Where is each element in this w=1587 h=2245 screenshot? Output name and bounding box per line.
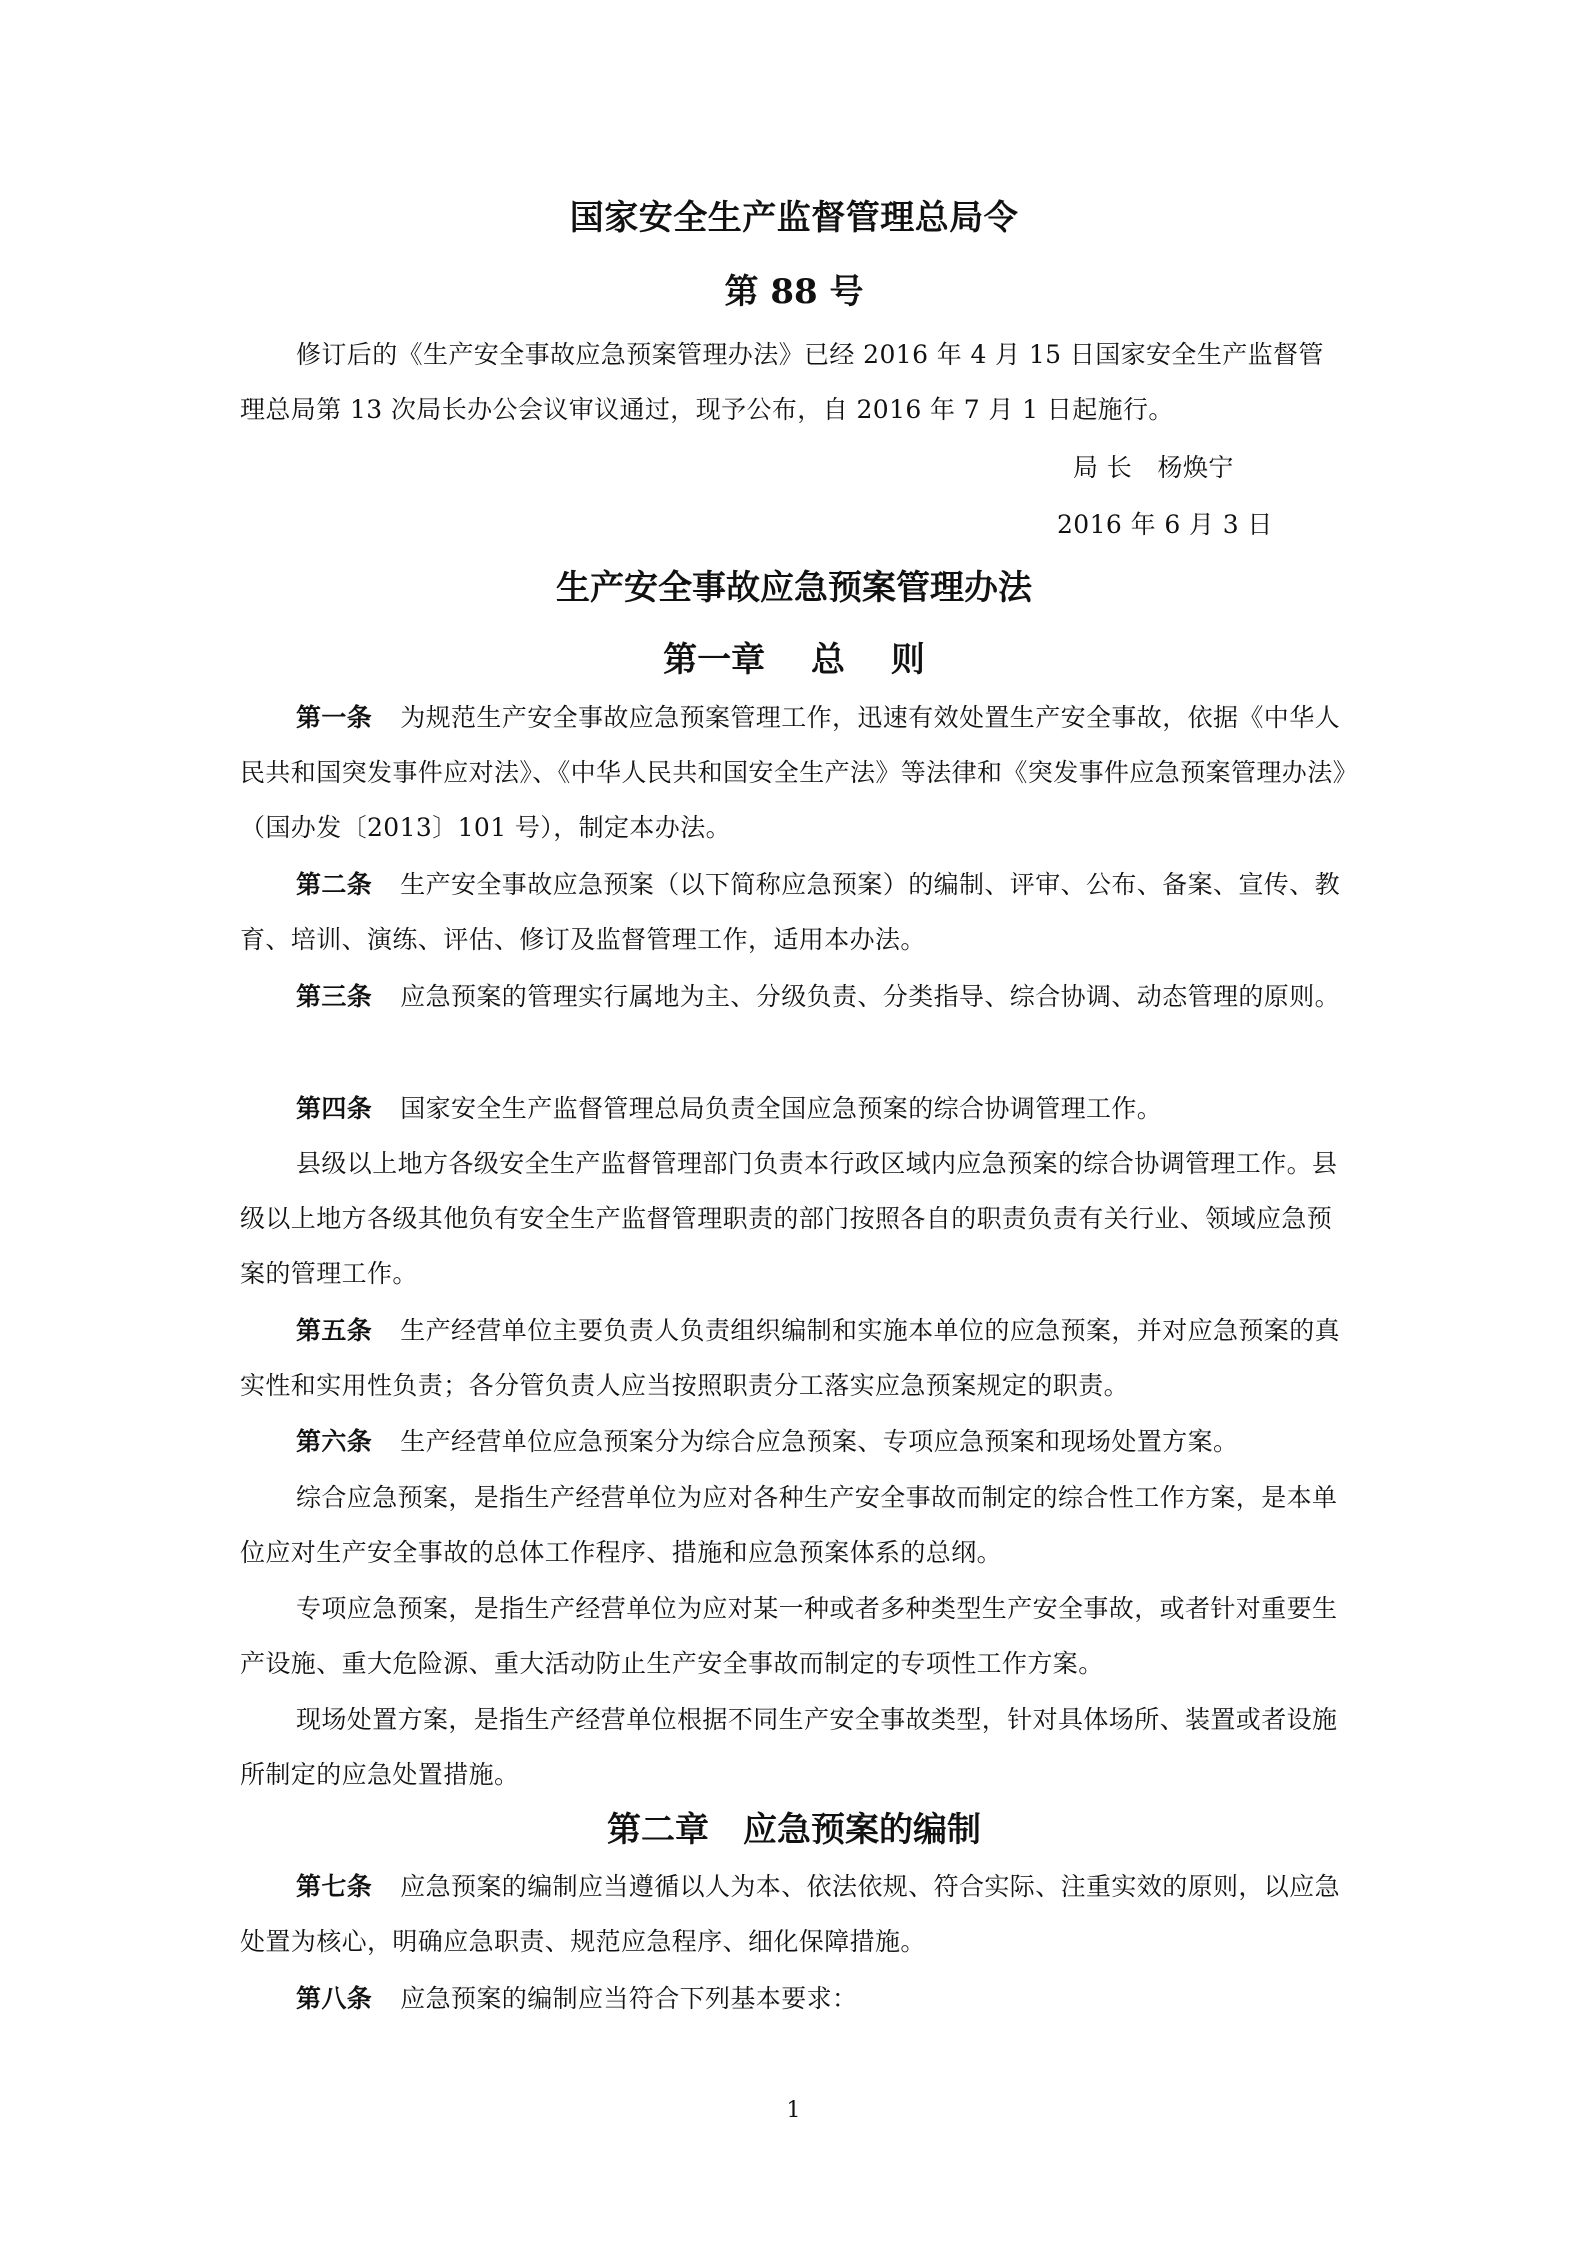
decree-title: 国家安全生产监督管理总局令 — [569, 198, 1019, 238]
article-2 — [240, 857, 1348, 967]
article-6-paragraph-3: 专项应急预案，是指生产经营单位为应对某一种或者多种类型生产安全事故，或者针对重要生产设施、重大危险源、重大活动防止生产安全事故而制定的专项性工作方案。 — [240, 1594, 1338, 1678]
article-6 — [240, 1414, 1348, 1469]
article-7-text: 应急预案的编制应当遵循以人为本、依法依规、符合实际、注重实效的原则，以应急处置为核心，明确应急职责、规范应急程序、细化保障措施。 — [240, 1872, 1341, 1956]
article-7-label: 第七条 — [296, 1872, 373, 1901]
signer: 局 长 杨焕宁 — [1073, 453, 1234, 482]
page-number: 1 — [786, 2098, 801, 2123]
chapter-2-title: 第二章 应急预案的编制 — [607, 1810, 981, 1850]
decree-date: 2016 年 6 月 3 日 — [1057, 510, 1273, 539]
article-4-label: 第四条 — [296, 1094, 373, 1123]
decree-paragraph: 修订后的《生产安全事故应急预案管理办法》已经 2016 年 4 月 15 日国家安全生产监督管理总局第 13 次局长办公会议审议通过，现予公布，自 2016 年 7 月 1 日起施行。 — [240, 340, 1324, 424]
article-8-label: 第八条 — [296, 1984, 373, 2013]
article-3-text: 应急预案的管理实行属地为主、分级负责、分类指导、综合协调、动态管理的原则。 — [400, 982, 1341, 1011]
article-6-label: 第六条 — [296, 1427, 373, 1456]
article-3-label: 第三条 — [296, 982, 373, 1011]
article-7 — [240, 1859, 1348, 1969]
document-title: 生产安全事故应急预案管理办法 — [556, 568, 1032, 608]
chapter-1-title: 第一章 总 则 — [663, 640, 925, 680]
article-6-text: 生产经营单位应急预案分为综合应急预案、专项应急预案和现场处置方案。 — [400, 1427, 1239, 1456]
article-3 — [240, 969, 1348, 1024]
article-4-paragraph-2: 县级以上地方各级安全生产监督管理部门负责本行政区域内应急预案的综合协调管理工作。县级以上地方各级其他负有安全生产监督管理职责的部门按照各自的职责负责有关行业、领域应急预案的管理工作。 — [240, 1149, 1338, 1288]
article-2-label: 第二条 — [296, 870, 373, 899]
order-number: 第 88 号 — [724, 272, 864, 312]
article-6-paragraph-2: 综合应急预案，是指生产经营单位为应对各种生产安全事故而制定的综合性工作方案，是本单位应对生产安全事故的总体工作程序、措施和应急预案体系的总纲。 — [240, 1483, 1338, 1567]
article-8 — [240, 1971, 1348, 2026]
article-5 — [240, 1303, 1348, 1413]
article-1-label: 第一条 — [296, 703, 373, 732]
article-6-paragraph-4: 现场处置方案，是指生产经营单位根据不同生产安全事故类型，针对具体场所、装置或者设施所制定的应急处置措施。 — [240, 1705, 1338, 1789]
article-4 — [240, 1081, 1348, 1136]
article-4-text: 国家安全生产监督管理总局负责全国应急预案的综合协调管理工作。 — [400, 1094, 1163, 1123]
article-1-text: 为规范生产安全事故应急预案管理工作，迅速有效处置生产安全事故，依据《中华人民共和国突发事件应对法》、《中华人民共和国安全生产法》等法律和《突发事件应急预案管理办法》（国办发〔2013〕101 号），制定本办法。 — [240, 703, 1346, 842]
article-1 — [240, 690, 1348, 855]
article-5-label: 第五条 — [296, 1316, 373, 1345]
article-8-text: 应急预案的编制应当符合下列基本要求： — [400, 1984, 858, 2013]
article-5-text: 生产经营单位主要负责人负责组织编制和实施本单位的应急预案，并对应急预案的真实性和实用性负责；各分管负责人应当按照职责分工落实应急预案规定的职责。 — [240, 1316, 1341, 1400]
article-2-text: 生产安全事故应急预案（以下简称应急预案）的编制、评审、公布、备案、宣传、教育、培训、演练、评估、修订及监督管理工作，适用本办法。 — [240, 870, 1341, 954]
